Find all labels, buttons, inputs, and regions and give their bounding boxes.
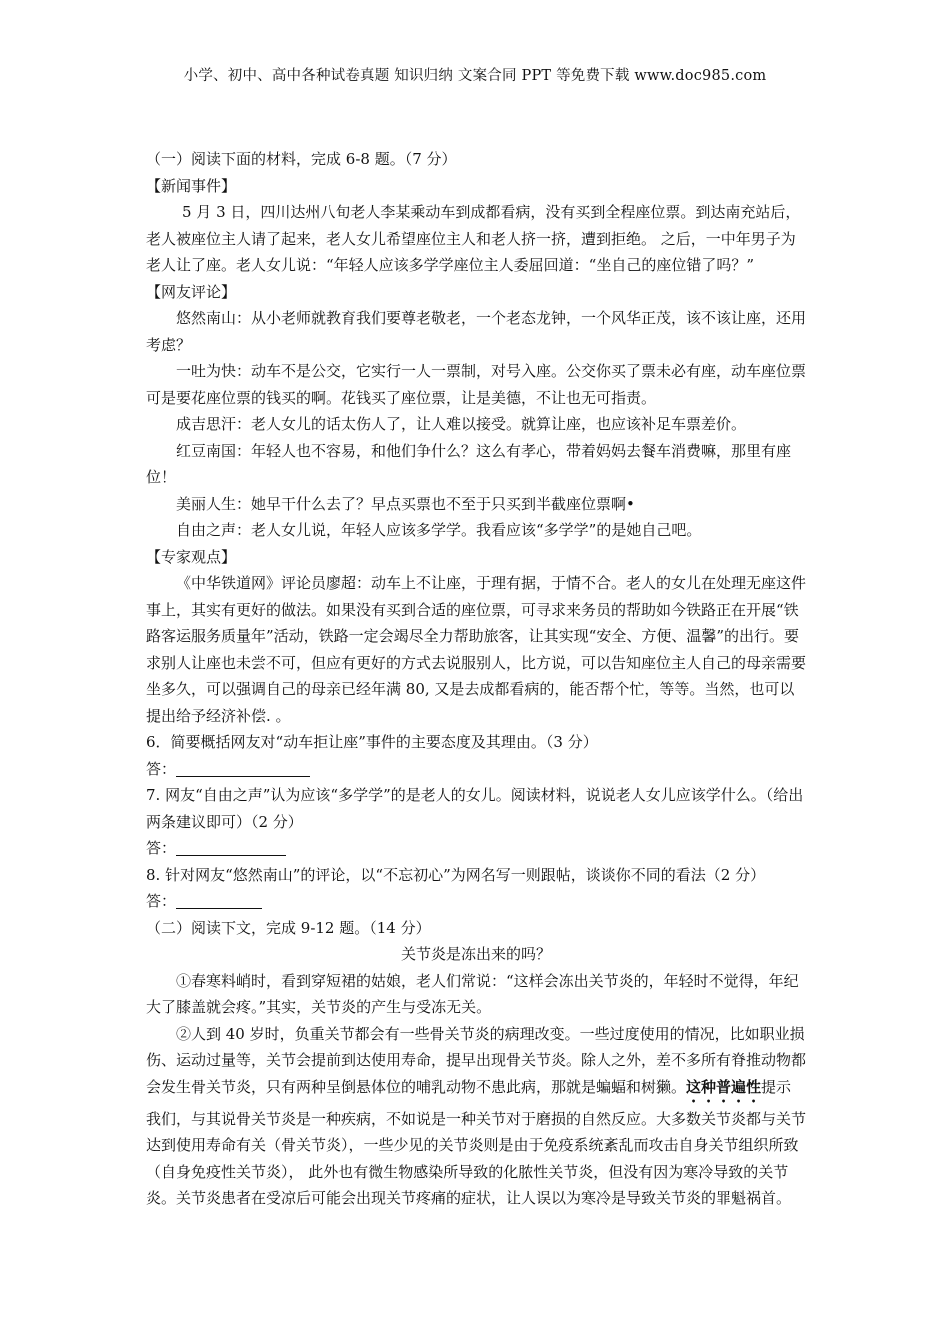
comments-label: 【网友评论】 <box>146 282 237 301</box>
paragraph-2-text-after: 提示我们，与其说骨关节炎是一种疾病，不如说是一种关节对于磨损的自然反应。大多数关节炎都与关节达到使用寿命有关（骨关节炎），一些少见的关节炎则是由于免疫系统紊乱而攻击自身关节组织所致（自身免疫性关节炎）， 此外也有微生物感染所导致的化脓性关节炎，但没有因为寒冷导致的关节炎。关节炎患者在受凉后可能会出现关节疼痛的症状，让人误以为寒冷是导致关节炎的罪魁祸首。 <box>146 1077 807 1207</box>
answer-blank[interactable] <box>176 891 262 909</box>
page-header: 小学、初中、高中各种试卷真题 知识归纳 文案合同 PPT 等免费下载 www.doc985.com <box>183 68 767 84</box>
comment-5: 美丽人生：她早干什么去了？早点买票也不至于只买到半截座位票啊• <box>176 494 635 513</box>
section2-heading: （二）阅读下文，完成 9-12 题。（14 分） <box>146 918 431 937</box>
comment-3: 成吉思汗：老人女儿的话太伤人了，让人难以接受。就算让座，也应该补足车票差价。 <box>176 415 747 433</box>
article-paragraph-1: ①春寒料峭时，看到穿短裙的姑娘，老人们常说：“这样会冻出关节炎的，年轻时不觉得，年纪大了膝盖就会疼。”其实，关节炎的产生与受冻无关。 <box>146 971 799 1016</box>
document-body <box>146 146 806 1212</box>
section1-heading: （一）阅读下面的材料，完成 6-8 题。（7 分） <box>146 150 457 168</box>
answer-label: 答： <box>146 759 177 778</box>
article-paragraph-2 <box>146 1021 806 1212</box>
comment-6: 自由之声：老人女儿说，年轻人应该多学学。我看应该“多学学”的是她自己吧。 <box>176 521 702 539</box>
expert-label: 【专家观点】 <box>146 547 237 566</box>
news-label: 【新闻事件】 <box>146 176 237 195</box>
comment-4: 红豆南国：年轻人也不容易，和他们争什么？这么有孝心，带着妈妈去餐车消费嘛，那里有座位！ <box>146 441 792 486</box>
answer-blank[interactable] <box>176 838 286 856</box>
news-text: 5 月 3 日，四川达州八旬老人李某乘动车到成都看病，没有买到全程座位票。到达南充站后，老人被座位主人请了起来，老人女儿希望座位主人和老人挤一挤，遭到拒绝。 之后，一中年男子为老人让了座。老人女儿说：“年轻人应该多学学座位主人委屈回道：“坐自己的座位错了吗？” <box>146 203 801 274</box>
question-7: 7. 网友“自由之声”认为应该“多学学”的是老人的女儿。阅读材料，说说老人女儿应该学什么。（给出两条建议即可）（2 分） <box>146 786 804 831</box>
article-title: 关节炎是冻出来的吗？ <box>400 945 551 963</box>
comment-2: 一吐为快：动车不是公交，它实行一人一票制，对号入座。公交你买了票未必有座，动车座位票可是要花座位票的钱买的啊。花钱买了座位票，让是美德，不让也无可指责。 <box>146 362 807 407</box>
answer-7 <box>146 835 806 862</box>
question-6: 6．简要概括网友对“动车拒让座”事件的主要态度及其理由。（3 分） <box>146 733 598 751</box>
comment-1: 悠然南山：从小老师就教育我们要尊老敬老，一个老态龙钟，一个风华正茂，该不该让座，还用考虑？ <box>146 309 807 354</box>
answer-6 <box>146 756 806 783</box>
paragraph-2-text-before: ②人到 40 岁时，负重关节都会有一些骨关节炎的病理改变。一些过度使用的情况，比如职业损伤、运动过量等，关节会提前到达使用寿命，提早出现骨关节炎。除人之外，差不多所有脊推动物都会发生骨关节炎，只有两种呈倒悬体位的哺乳动物不患此病，那就是蝙蝠和树獭。 <box>146 1024 807 1096</box>
answer-label: 答： <box>146 839 177 857</box>
emphasized-phrase: 这种普遍性 <box>686 1077 762 1096</box>
question-8: 8. 针对网友“悠然南山”的评论，以“不忘初心”为网名写一则跟帖，谈谈你不同的看法（2 分） <box>146 865 766 884</box>
expert-text: 《中华铁道网》评论员廖超：动车上不让座，于理有据，于情不合。老人的女儿在处理无座这件事上，其实有更好的做法。如果没有买到合适的座位票，可寻求来务员的帮助如今铁路正在开展“铁路客运服务质量年”活动，铁路一定会竭尽全力帮助旅客，让其实现“安全、方便、温馨”的出行。要求别人让座也未尝不可，但应有更好的方式去说服别人，比方说，可以告知座位主人自己的母亲需要坐多久，可以强调自己的母亲已经年满 80, 又是去成都看病的，能否帮个忙，等等。当然，也可以提出给予经济补偿. 。 <box>146 574 807 725</box>
answer-blank[interactable] <box>176 759 310 777</box>
answer-label: 答： <box>146 892 177 910</box>
answer-8 <box>146 888 806 915</box>
